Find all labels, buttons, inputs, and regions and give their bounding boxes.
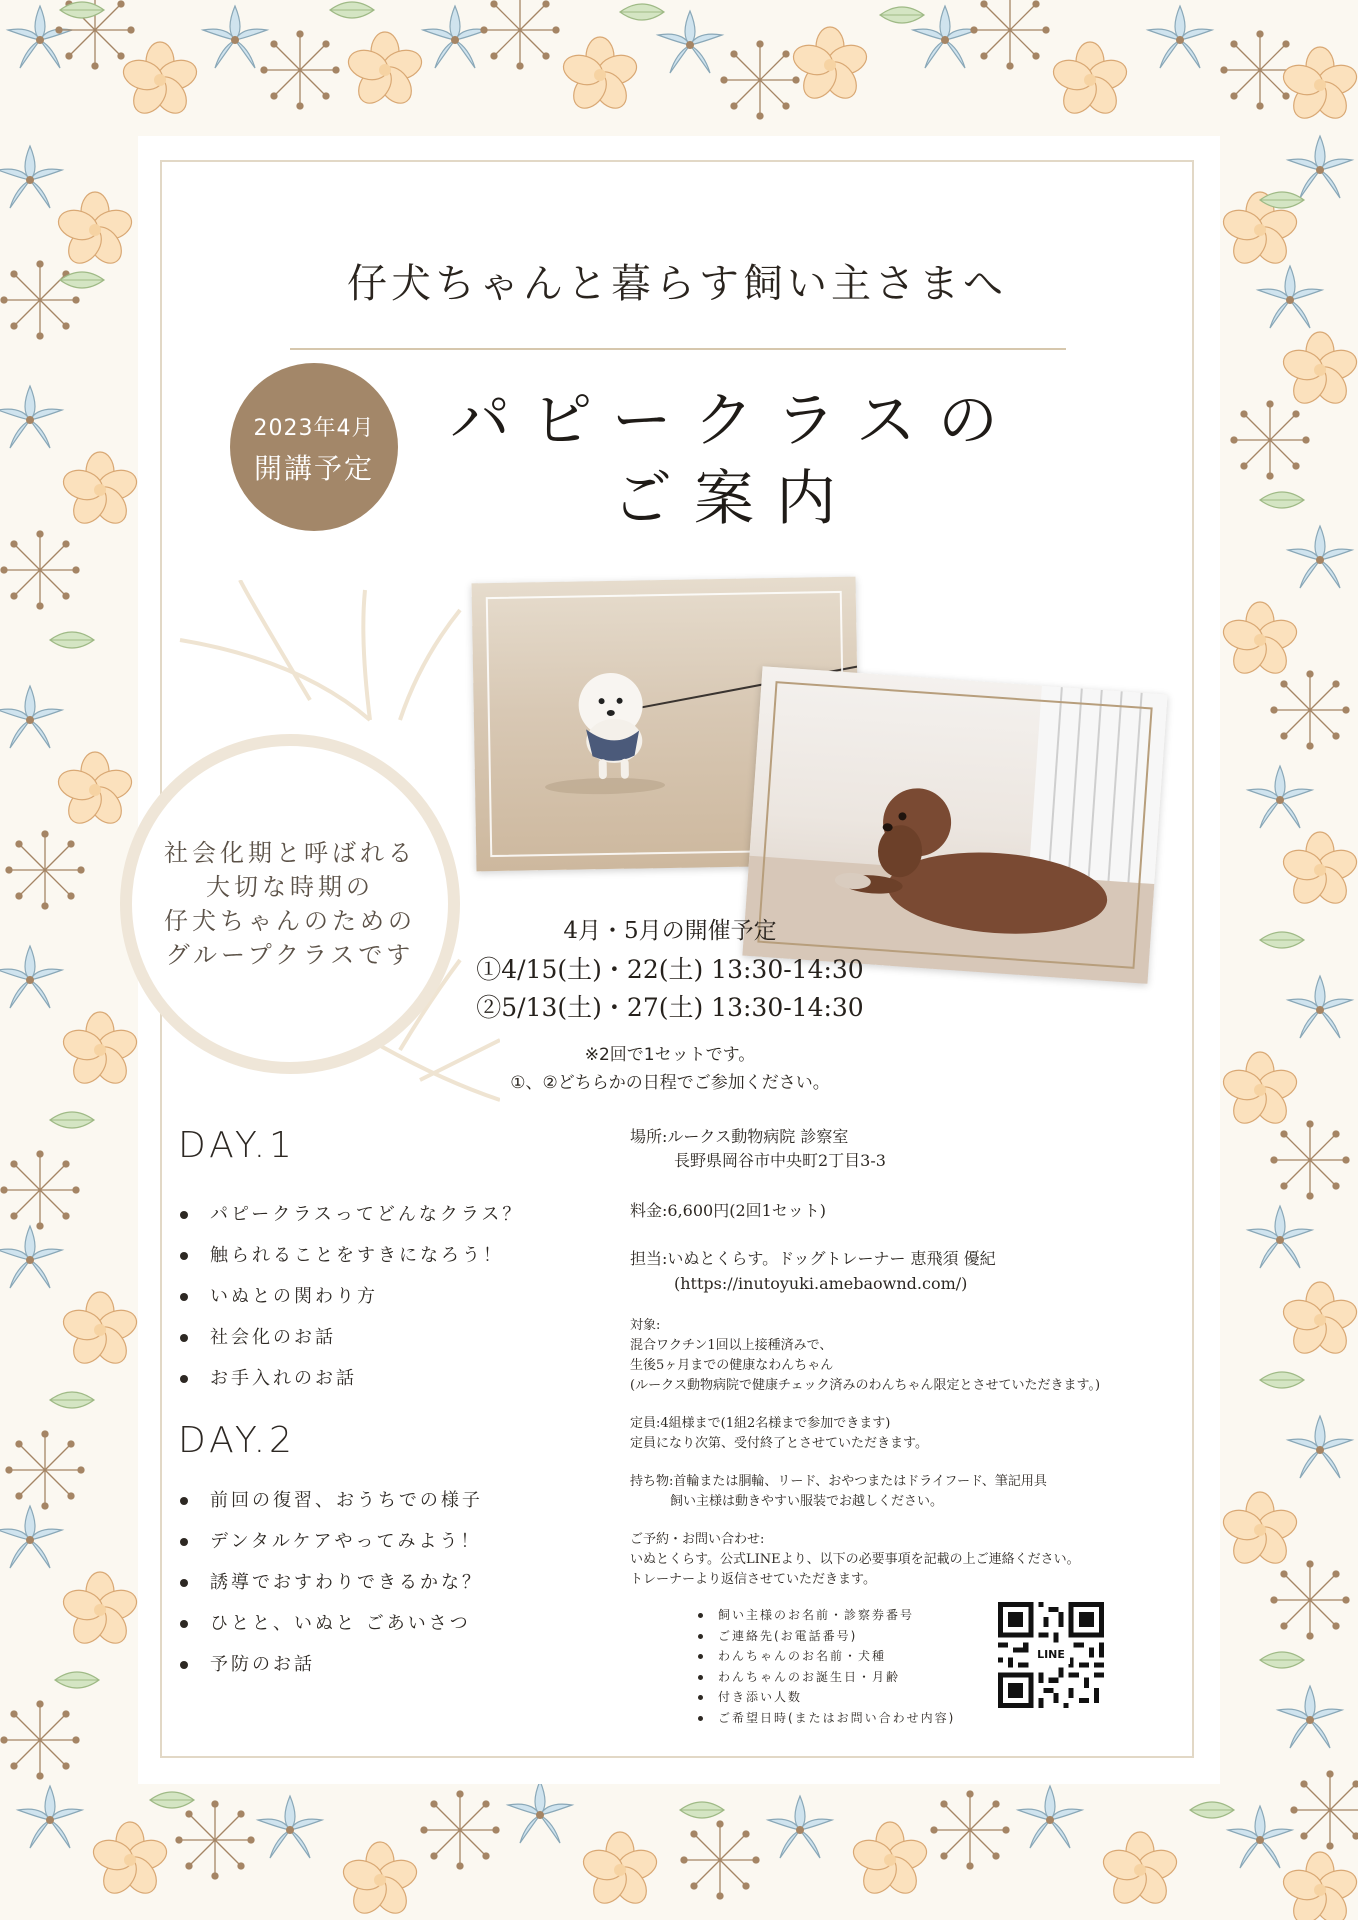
contact-line: いぬとくらす。公式LINEより、以下の必要事項を記載の上ご連絡ください。 bbox=[630, 1552, 1080, 1567]
list-item bbox=[696, 1646, 1016, 1667]
bullet-icon bbox=[698, 1695, 703, 1700]
capacity-line: 定員:4組様まで(1組2名様まで参加できます) bbox=[630, 1416, 891, 1431]
bullet-icon bbox=[698, 1675, 703, 1680]
bullet-icon bbox=[180, 1661, 188, 1669]
bullet-icon bbox=[180, 1334, 188, 1342]
list-item bbox=[178, 1521, 598, 1562]
schedule-session-1: ①4/15(土)・22(土) 13:30-14:30 bbox=[476, 955, 864, 984]
bullet-icon bbox=[180, 1497, 188, 1505]
day2-list bbox=[178, 1480, 598, 1685]
intro-line: 仔犬ちゃんのための bbox=[164, 907, 416, 935]
bring-info bbox=[630, 1472, 1170, 1512]
intro-text bbox=[130, 836, 450, 972]
bullet-icon bbox=[180, 1211, 188, 1219]
title-divider bbox=[290, 348, 1066, 350]
bring-note: 飼い主様は動きやすい服装でお越しください。 bbox=[670, 1494, 944, 1509]
list-item-label: 社会化のお話 bbox=[210, 1327, 336, 1348]
staff-name: 担当:いぬとくらす。ドッグトレーナー 恵飛須 優紀 bbox=[630, 1249, 996, 1268]
bullet-icon bbox=[698, 1654, 703, 1659]
badge-date: 2023年4月 bbox=[253, 416, 375, 441]
bullet-icon bbox=[180, 1620, 188, 1628]
line-qr-code[interactable] bbox=[998, 1602, 1104, 1708]
list-item-label: 前回の復習、おうちでの様子 bbox=[210, 1490, 483, 1511]
bullet-icon bbox=[180, 1538, 188, 1546]
list-item-label: 予防のお話 bbox=[210, 1654, 315, 1675]
list-item-label: 飼い主様のお名前・診察券番号 bbox=[718, 1608, 915, 1622]
intro-line: 大切な時期の bbox=[206, 873, 374, 901]
staff-info bbox=[630, 1246, 1170, 1296]
bullet-icon bbox=[180, 1293, 188, 1301]
start-date-badge bbox=[230, 363, 398, 531]
list-item-label: いぬとの関わり方 bbox=[210, 1286, 378, 1307]
list-item bbox=[696, 1687, 1016, 1708]
list-item bbox=[178, 1358, 598, 1399]
place-label: 場所:ルークス動物病院 診察室 bbox=[630, 1127, 849, 1146]
required-items-list bbox=[696, 1605, 1016, 1728]
list-item bbox=[178, 1235, 598, 1276]
schedule-session-2: ②5/13(土)・27(土) 13:30-14:30 bbox=[476, 993, 864, 1022]
contact-line: トレーナーより返信させていただきます。 bbox=[630, 1572, 876, 1587]
intro-line: グループクラスです bbox=[165, 941, 415, 969]
day2-heading: DAY.2 bbox=[178, 1420, 296, 1461]
list-item bbox=[178, 1276, 598, 1317]
bullet-icon bbox=[180, 1252, 188, 1260]
contact-info bbox=[630, 1530, 1170, 1590]
list-item-label: ご連絡先(お電話番号) bbox=[718, 1628, 858, 1643]
list-item-label: ご希望日時(またはお問い合わせ内容) bbox=[718, 1710, 956, 1725]
list-item-label: 誘導でおすわりできるかな？ bbox=[210, 1572, 483, 1593]
header-subtitle: 仔犬ちゃんと暮らす飼い主さまへ bbox=[347, 261, 1007, 307]
schedule-heading: 4月・5月の開催予定 bbox=[563, 918, 777, 944]
list-item bbox=[178, 1644, 598, 1685]
list-item bbox=[696, 1667, 1016, 1688]
contact-line: ご予約・お問い合わせ: bbox=[630, 1532, 765, 1547]
bullet-icon bbox=[698, 1716, 703, 1721]
list-item bbox=[696, 1708, 1016, 1729]
list-item-label: お手入れのお話 bbox=[210, 1368, 357, 1389]
place-address: 長野県岡谷市中央町2丁目3-3 bbox=[674, 1151, 886, 1170]
page-title bbox=[410, 382, 1060, 538]
target-line: 生後5ヶ月までの健康なわんちゃん bbox=[630, 1358, 834, 1373]
schedule-note-2: ①、②どちらかの日程でご参加ください。 bbox=[510, 1073, 830, 1093]
list-item-label: わんちゃんのお誕生日・月齢 bbox=[718, 1669, 901, 1684]
list-item-label: 触られることをすきになろう！ bbox=[210, 1245, 504, 1266]
intro-line: 社会化期と呼ばれる bbox=[164, 839, 416, 867]
badge-status: 開講予定 bbox=[253, 452, 374, 485]
list-item bbox=[178, 1317, 598, 1358]
target-info bbox=[630, 1316, 1170, 1396]
bring-line: 持ち物:首輪または胴輪、リード、おやつまたはドライフード、筆記用具 bbox=[630, 1474, 1047, 1489]
bullet-icon bbox=[180, 1579, 188, 1587]
schedule-note-1: ※2回で1セットです。 bbox=[584, 1045, 756, 1065]
target-label: 対象: bbox=[630, 1318, 661, 1333]
list-item bbox=[696, 1626, 1016, 1647]
list-item-label: パピークラスってどんなクラス？ bbox=[210, 1204, 524, 1225]
list-item bbox=[178, 1194, 598, 1235]
target-line: 混合ワクチン1回以上接種済みで、 bbox=[630, 1338, 833, 1353]
day1-list bbox=[178, 1194, 598, 1399]
staff-url[interactable]: (https://inutoyuki.amebaownd.com/) bbox=[674, 1274, 968, 1293]
bullet-icon bbox=[698, 1613, 703, 1618]
title-line1: パピークラスの bbox=[450, 386, 1020, 456]
day1-heading: DAY.1 bbox=[178, 1125, 296, 1166]
list-item-label: わんちゃんのお名前・犬種 bbox=[718, 1649, 887, 1663]
list-item bbox=[178, 1562, 598, 1603]
list-item bbox=[178, 1480, 598, 1521]
capacity-info bbox=[630, 1414, 1170, 1454]
list-item-label: ひとと、いぬと ごあいさつ bbox=[210, 1613, 471, 1634]
list-item bbox=[178, 1603, 598, 1644]
list-item-label: 付き添い人数 bbox=[718, 1690, 803, 1704]
list-item-label: デンタルケアやってみよう！ bbox=[210, 1531, 482, 1552]
bullet-icon bbox=[698, 1634, 703, 1639]
list-item bbox=[696, 1605, 1016, 1626]
capacity-line: 定員になり次第、受付終了とさせていただきます。 bbox=[630, 1436, 928, 1451]
fee-info: 料金:6,600円(2回1セット) bbox=[630, 1201, 827, 1220]
bullet-icon bbox=[180, 1375, 188, 1383]
qr-line-label: LINE bbox=[1032, 1646, 1070, 1664]
place-info bbox=[630, 1125, 1170, 1173]
title-line2: ご案内 bbox=[612, 464, 858, 534]
target-line: (ルークス動物病院で健康チェック済みのわんちゃん限定とさせていただきます。) bbox=[630, 1378, 1101, 1393]
